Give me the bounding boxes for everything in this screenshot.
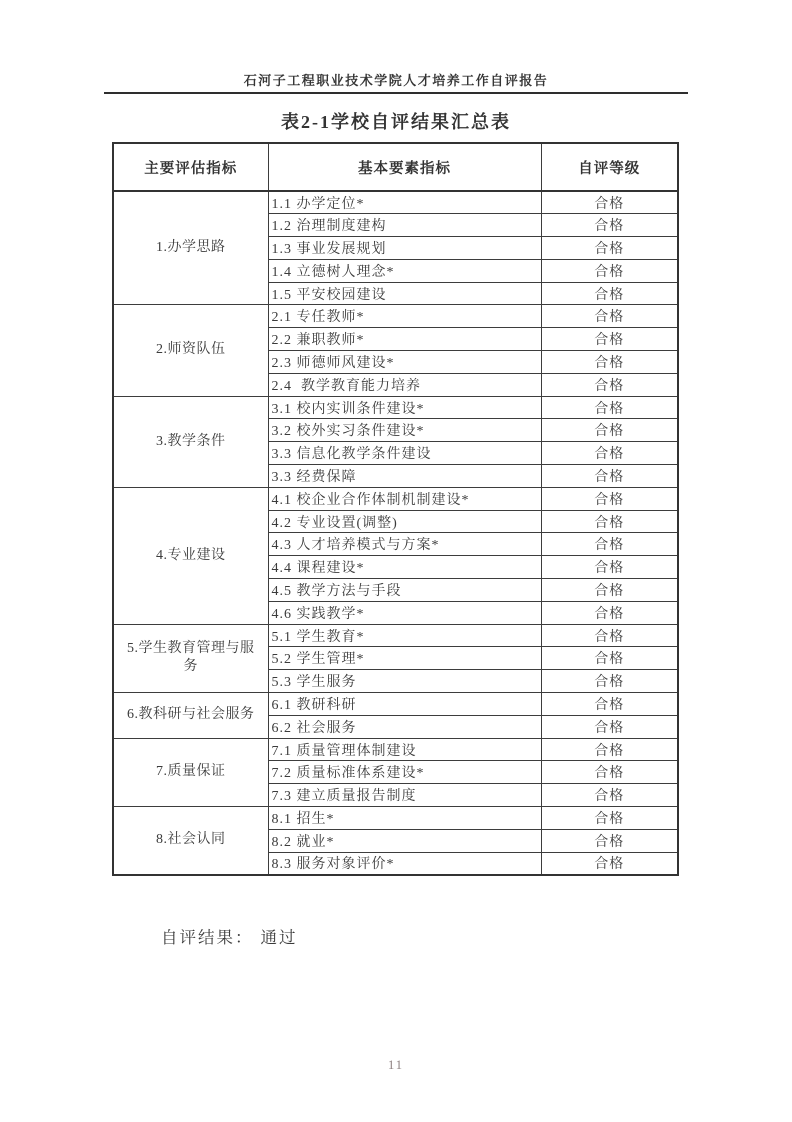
grade-value: 合格	[541, 305, 678, 328]
self-evaluation-summary-table	[112, 142, 679, 876]
indicator-item: 4.6 实践教学*	[268, 601, 541, 624]
indicator-item: 8.2 就业*	[268, 829, 541, 852]
indicator-item: 8.1 招生*	[268, 807, 541, 830]
indicator-item: 5.3 学生服务	[268, 670, 541, 693]
section-label: 5.学生教育管理与服务	[113, 624, 268, 692]
grade-value: 合格	[541, 442, 678, 465]
indicator-item: 5.2 学生管理*	[268, 647, 541, 670]
grade-value: 合格	[541, 624, 678, 647]
table-row	[113, 305, 678, 328]
indicator-item: 4.4 课程建设*	[268, 556, 541, 579]
table-row	[113, 738, 678, 761]
grade-value: 合格	[541, 419, 678, 442]
grade-value: 合格	[541, 237, 678, 260]
section-label: 7.质量保证	[113, 738, 268, 806]
table-row	[113, 624, 678, 647]
indicator-item: 7.2 质量标准体系建设*	[268, 761, 541, 784]
section-label: 4.专业建设	[113, 487, 268, 624]
indicator-item: 1.2 治理制度建构	[268, 214, 541, 237]
indicator-item: 1.3 事业发展规划	[268, 237, 541, 260]
indicator-item: 4.5 教学方法与手段	[268, 579, 541, 602]
section-label: 3.教学条件	[113, 396, 268, 487]
grade-value: 合格	[541, 533, 678, 556]
report-header-title: 石河子工程职业技术学院人才培养工作自评报告	[243, 73, 549, 88]
grade-value: 合格	[541, 351, 678, 374]
grade-value: 合格	[541, 579, 678, 602]
result-value: 通过	[260, 928, 298, 947]
table-row	[113, 807, 678, 830]
indicator-item: 1.4 立德树人理念*	[268, 259, 541, 282]
table-row	[113, 487, 678, 510]
grade-value: 合格	[541, 715, 678, 738]
table-body	[113, 191, 678, 875]
grade-value: 合格	[541, 693, 678, 716]
result-label: 自评结果：	[161, 928, 254, 947]
column-header-basic-element: 基本要素指标	[268, 143, 541, 191]
indicator-item: 4.3 人才培养模式与方案*	[268, 533, 541, 556]
indicator-item: 5.1 学生教育*	[268, 624, 541, 647]
grade-value: 合格	[541, 807, 678, 830]
indicator-item: 8.3 服务对象评价*	[268, 852, 541, 875]
grade-value: 合格	[541, 396, 678, 419]
grade-value: 合格	[541, 373, 678, 396]
indicator-item: 1.1 办学定位*	[268, 191, 541, 214]
indicator-item: 7.1 质量管理体制建设	[268, 738, 541, 761]
result-line	[161, 924, 298, 948]
grade-value: 合格	[541, 510, 678, 533]
table-row	[113, 396, 678, 419]
grade-value: 合格	[541, 761, 678, 784]
indicator-item: 6.2 社会服务	[268, 715, 541, 738]
table-header-row	[113, 143, 678, 191]
indicator-item: 2.3 师德师风建设*	[268, 351, 541, 374]
column-header-main-indicator: 主要评估指标	[113, 143, 268, 191]
section-label: 8.社会认同	[113, 807, 268, 875]
grade-value: 合格	[541, 670, 678, 693]
grade-value: 合格	[541, 282, 678, 305]
indicator-item: 4.2 专业设置(调整)	[268, 510, 541, 533]
indicator-item: 2.1 专任教师*	[268, 305, 541, 328]
grade-value: 合格	[541, 556, 678, 579]
grade-value: 合格	[541, 852, 678, 875]
indicator-item: 1.5 平安校园建设	[268, 282, 541, 305]
section-label: 6.教科研与社会服务	[113, 693, 268, 739]
section-label: 1.办学思路	[113, 191, 268, 305]
indicator-item: 3.3 经费保障	[268, 465, 541, 488]
indicator-item: 3.3 信息化教学条件建设	[268, 442, 541, 465]
grade-value: 合格	[541, 601, 678, 624]
indicator-item: 3.1 校内实训条件建设*	[268, 396, 541, 419]
indicator-item: 7.3 建立质量报告制度	[268, 784, 541, 807]
indicator-item: 3.2 校外实习条件建设*	[268, 419, 541, 442]
grade-value: 合格	[541, 191, 678, 214]
table-row	[113, 693, 678, 716]
indicator-item: 2.4 教学教育能力培养	[268, 373, 541, 396]
indicator-item: 6.1 教研科研	[268, 693, 541, 716]
header-rule-divider	[104, 92, 688, 94]
grade-value: 合格	[541, 784, 678, 807]
grade-value: 合格	[541, 465, 678, 488]
section-label: 2.师资队伍	[113, 305, 268, 396]
page-number: 11	[387, 1058, 405, 1072]
grade-value: 合格	[541, 328, 678, 351]
table-title: 表2-1学校自评结果汇总表	[281, 112, 511, 132]
grade-value: 合格	[541, 738, 678, 761]
grade-value: 合格	[541, 259, 678, 282]
column-header-self-grade: 自评等级	[541, 143, 678, 191]
table-row	[113, 191, 678, 214]
grade-value: 合格	[541, 214, 678, 237]
grade-value: 合格	[541, 829, 678, 852]
indicator-item: 4.1 校企业合作体制机制建设*	[268, 487, 541, 510]
grade-value: 合格	[541, 487, 678, 510]
grade-value: 合格	[541, 647, 678, 670]
indicator-item: 2.2 兼职教师*	[268, 328, 541, 351]
